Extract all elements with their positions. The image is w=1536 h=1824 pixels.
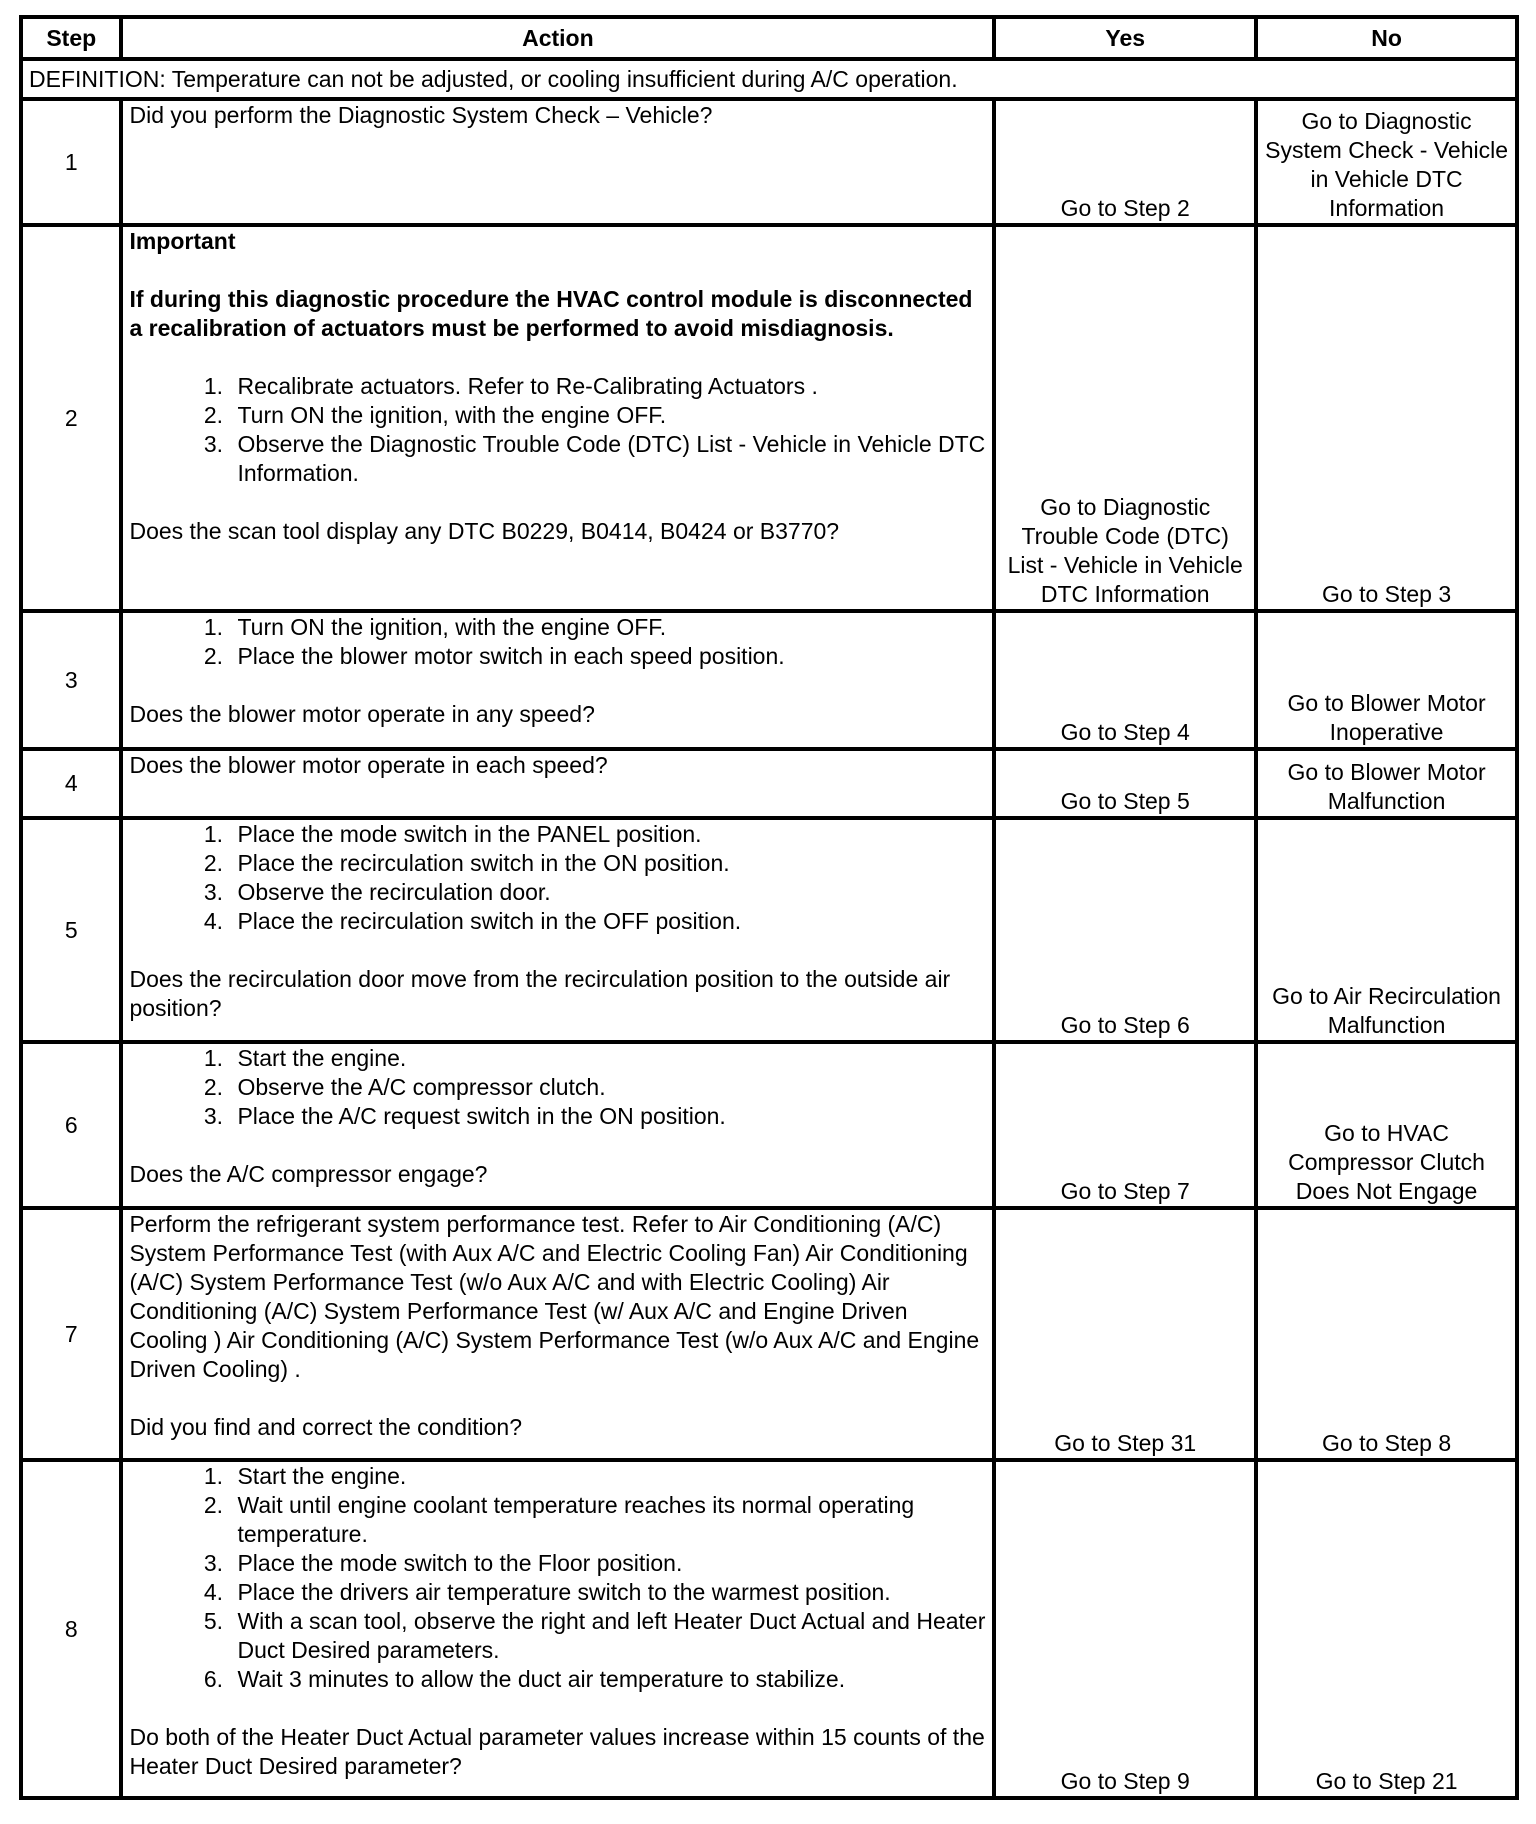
- action-question: Does the recirculation door move from the recirculation position to the outside air position?: [129, 966, 951, 1021]
- important-text: If during this diagnostic procedure the HVAC control module is disconnected a recalibration of actuators must be performed to avoid misdiagnosis.: [129, 286, 973, 341]
- action-cell: [121, 99, 994, 225]
- step-number: 5: [21, 818, 121, 1042]
- list-item: 1. Start the engine.: [229, 1462, 986, 1491]
- procedure-list: [129, 372, 986, 488]
- table-row: [21, 1042, 1517, 1208]
- action-cell: [121, 611, 994, 749]
- diagnostic-table: [19, 15, 1519, 1800]
- step-number: 7: [21, 1208, 121, 1460]
- list-item: 4. Place the drivers air temperature switch to the warmest position.: [229, 1578, 986, 1607]
- action-question: Does the A/C compressor engage?: [129, 1161, 488, 1187]
- yes-cell: Go to Step 6: [994, 818, 1256, 1042]
- action-cell: [121, 1042, 994, 1208]
- header-action: Action: [121, 17, 994, 59]
- procedure-list: [129, 820, 986, 936]
- action-question: Does the blower motor operate in any speed?: [129, 701, 595, 727]
- action-cell: [121, 818, 994, 1042]
- step-number: 8: [21, 1460, 121, 1798]
- no-cell: Go to Step 8: [1256, 1208, 1517, 1460]
- list-item: 5. With a scan tool, observe the right and left Heater Duct Actual and Heater Duct Desired parameters.: [229, 1607, 986, 1665]
- header-step: Step: [21, 17, 121, 59]
- important-title: Important: [129, 228, 236, 254]
- yes-cell: Go to Step 5: [994, 749, 1256, 818]
- step-number: 2: [21, 225, 121, 611]
- table-row: [21, 1208, 1517, 1460]
- list-item: 3. Observe the Diagnostic Trouble Code (DTC) List - Vehicle in Vehicle DTC Information.: [229, 430, 986, 488]
- yes-cell: Go to Step 31: [994, 1208, 1256, 1460]
- list-item: 1. Recalibrate actuators. Refer to Re-Calibrating Actuators .: [229, 372, 986, 401]
- no-cell: Go to Step 3: [1256, 225, 1517, 611]
- no-cell: Go to Diagnostic System Check - Vehicle in Vehicle DTC Information: [1256, 99, 1517, 225]
- list-item: 6. Wait 3 minutes to allow the duct air temperature to stabilize.: [229, 1665, 986, 1694]
- action-question: Did you find and correct the condition?: [129, 1414, 522, 1440]
- list-item: 1. Turn ON the ignition, with the engine OFF.: [229, 613, 986, 642]
- list-item: 2. Place the blower motor switch in each speed position.: [229, 642, 986, 671]
- yes-cell: Go to Step 4: [994, 611, 1256, 749]
- action-cell: [121, 225, 994, 611]
- action-cell: [121, 1208, 994, 1460]
- header-yes: Yes: [994, 17, 1256, 59]
- no-cell: Go to Blower Motor Malfunction: [1256, 749, 1517, 818]
- no-cell: Go to Blower Motor Inoperative: [1256, 611, 1517, 749]
- procedure-list: [129, 1044, 986, 1131]
- definition-text: DEFINITION: Temperature can not be adjusted, or cooling insufficient during A/C operation.: [21, 59, 1517, 99]
- action-question: Did you perform the Diagnostic System Check – Vehicle?: [129, 102, 713, 128]
- procedure-list: [129, 1462, 986, 1694]
- no-cell: Go to Step 21: [1256, 1460, 1517, 1798]
- procedure-list: [129, 613, 986, 671]
- step-number: 6: [21, 1042, 121, 1208]
- list-item: 2. Turn ON the ignition, with the engine OFF.: [229, 401, 986, 430]
- table-row: [21, 611, 1517, 749]
- step-number: 1: [21, 99, 121, 225]
- list-item: 4. Place the recirculation switch in the OFF position.: [229, 907, 986, 936]
- list-item: 2. Observe the A/C compressor clutch.: [229, 1073, 986, 1102]
- yes-cell: Go to Diagnostic Trouble Code (DTC) List - Vehicle in Vehicle DTC Information: [994, 225, 1256, 611]
- table-row: [21, 225, 1517, 611]
- list-item: 2. Wait until engine coolant temperature reaches its normal operating temperature.: [229, 1491, 986, 1549]
- definition-row: [21, 59, 1517, 99]
- table-row: [21, 1460, 1517, 1798]
- yes-cell: Go to Step 2: [994, 99, 1256, 225]
- action-question: Do both of the Heater Duct Actual parameter values increase within 15 counts of the Heater Duct Desired parameter?: [129, 1724, 985, 1779]
- no-cell: Go to Air Recirculation Malfunction: [1256, 818, 1517, 1042]
- list-item: 3. Observe the recirculation door.: [229, 878, 986, 907]
- action-cell: [121, 1460, 994, 1798]
- yes-cell: Go to Step 9: [994, 1460, 1256, 1798]
- table-row: [21, 99, 1517, 225]
- action-text: Perform the refrigerant system performance test. Refer to Air Conditioning (A/C) System Performance Test (with Aux A/C and Electric Cooling Fan) Air Conditioning (A/C) System Performance Test (w/o Aux A/C and with Electric Cooling) Air Conditioning (A/C) System Performance Test (w/ Aux A/C and Engine Driven Cooling ) Air Conditioning (A/C) System Performance Test (w/o Aux A/C and Engine Driven Cooling) .: [129, 1211, 980, 1382]
- step-number: 3: [21, 611, 121, 749]
- table-row: [21, 749, 1517, 818]
- yes-cell: Go to Step 7: [994, 1042, 1256, 1208]
- list-item: 1. Place the mode switch in the PANEL position.: [229, 820, 986, 849]
- action-question: Does the blower motor operate in each speed?: [129, 752, 608, 778]
- table-row: [21, 818, 1517, 1042]
- header-row: [21, 17, 1517, 59]
- list-item: 3. Place the A/C request switch in the ON position.: [229, 1102, 986, 1131]
- list-item: 3. Place the mode switch to the Floor position.: [229, 1549, 986, 1578]
- list-item: 2. Place the recirculation switch in the ON position.: [229, 849, 986, 878]
- step-number: 4: [21, 749, 121, 818]
- header-no: No: [1256, 17, 1517, 59]
- action-question: Does the scan tool display any DTC B0229, B0414, B0424 or B3770?: [129, 518, 840, 544]
- action-cell: [121, 749, 994, 818]
- no-cell: Go to HVAC Compressor Clutch Does Not Engage: [1256, 1042, 1517, 1208]
- list-item: 1. Start the engine.: [229, 1044, 986, 1073]
